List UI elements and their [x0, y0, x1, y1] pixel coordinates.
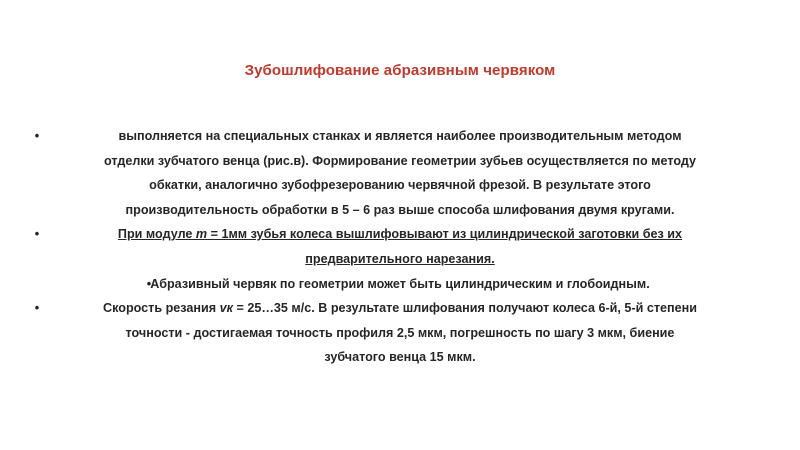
paragraph-1 [28, 124, 772, 222]
bullet-icon: • [34, 301, 40, 316]
paragraph-4 [28, 296, 772, 370]
speed-variable: vк [219, 301, 233, 316]
paragraph-1-line-4: производительность обработки в 5 – 6 раз выше способа шлифования двумя кругами. [125, 202, 675, 217]
slide-body [28, 124, 772, 370]
paragraph-4-line-3: зубчатого венца 15 мкм. [324, 350, 476, 365]
paragraph-4-line-1 [28, 296, 772, 321]
paragraph-2-line-1 [28, 222, 772, 247]
module-variable: m [195, 227, 208, 242]
paragraph-4-line-2: точности - достигаемая точность профиля 2,5 мкм, погрешность по шагу 3 мкм, биение [125, 325, 675, 340]
paragraph-4-text-post: = 25…35 м/с. В результате шлифования получают колеса 6-й, 5-й степени [232, 301, 697, 316]
paragraph-1-line-1: выполняется на специальных станках и является наиболее производительным методом [118, 129, 682, 143]
paragraph-1-line-2: отделки зубчатого венца (рис.в). Формирование геометрии зубьев осуществляется по методу [103, 153, 697, 168]
paragraph-2 [28, 222, 772, 271]
paragraph-2-line-2: предварительного нарезания. [305, 251, 495, 266]
paragraph-2-text-post: = 1мм зубья колеса вышлифовывают из цилиндрической заготовки без их [207, 227, 683, 242]
paragraph-1-line-3: обкатки, аналогично зубофрезерованию червячной фрезой. В результате этого [149, 178, 651, 193]
bullet-icon: • [146, 276, 152, 291]
paragraph-2-text-pre: При модуле [117, 227, 196, 242]
paragraph-3-line-1: Абразивный червяк по геометрии может быть цилиндрическим и глобоидным. [150, 276, 650, 291]
paragraph-3 [28, 272, 772, 297]
paragraph-4-text-pre: Скорость резания [103, 301, 220, 316]
slide-title: Зубошлифование абразивным червяком [244, 62, 556, 79]
bullet-icon: • [34, 227, 40, 242]
bullet-icon: • [34, 129, 40, 143]
